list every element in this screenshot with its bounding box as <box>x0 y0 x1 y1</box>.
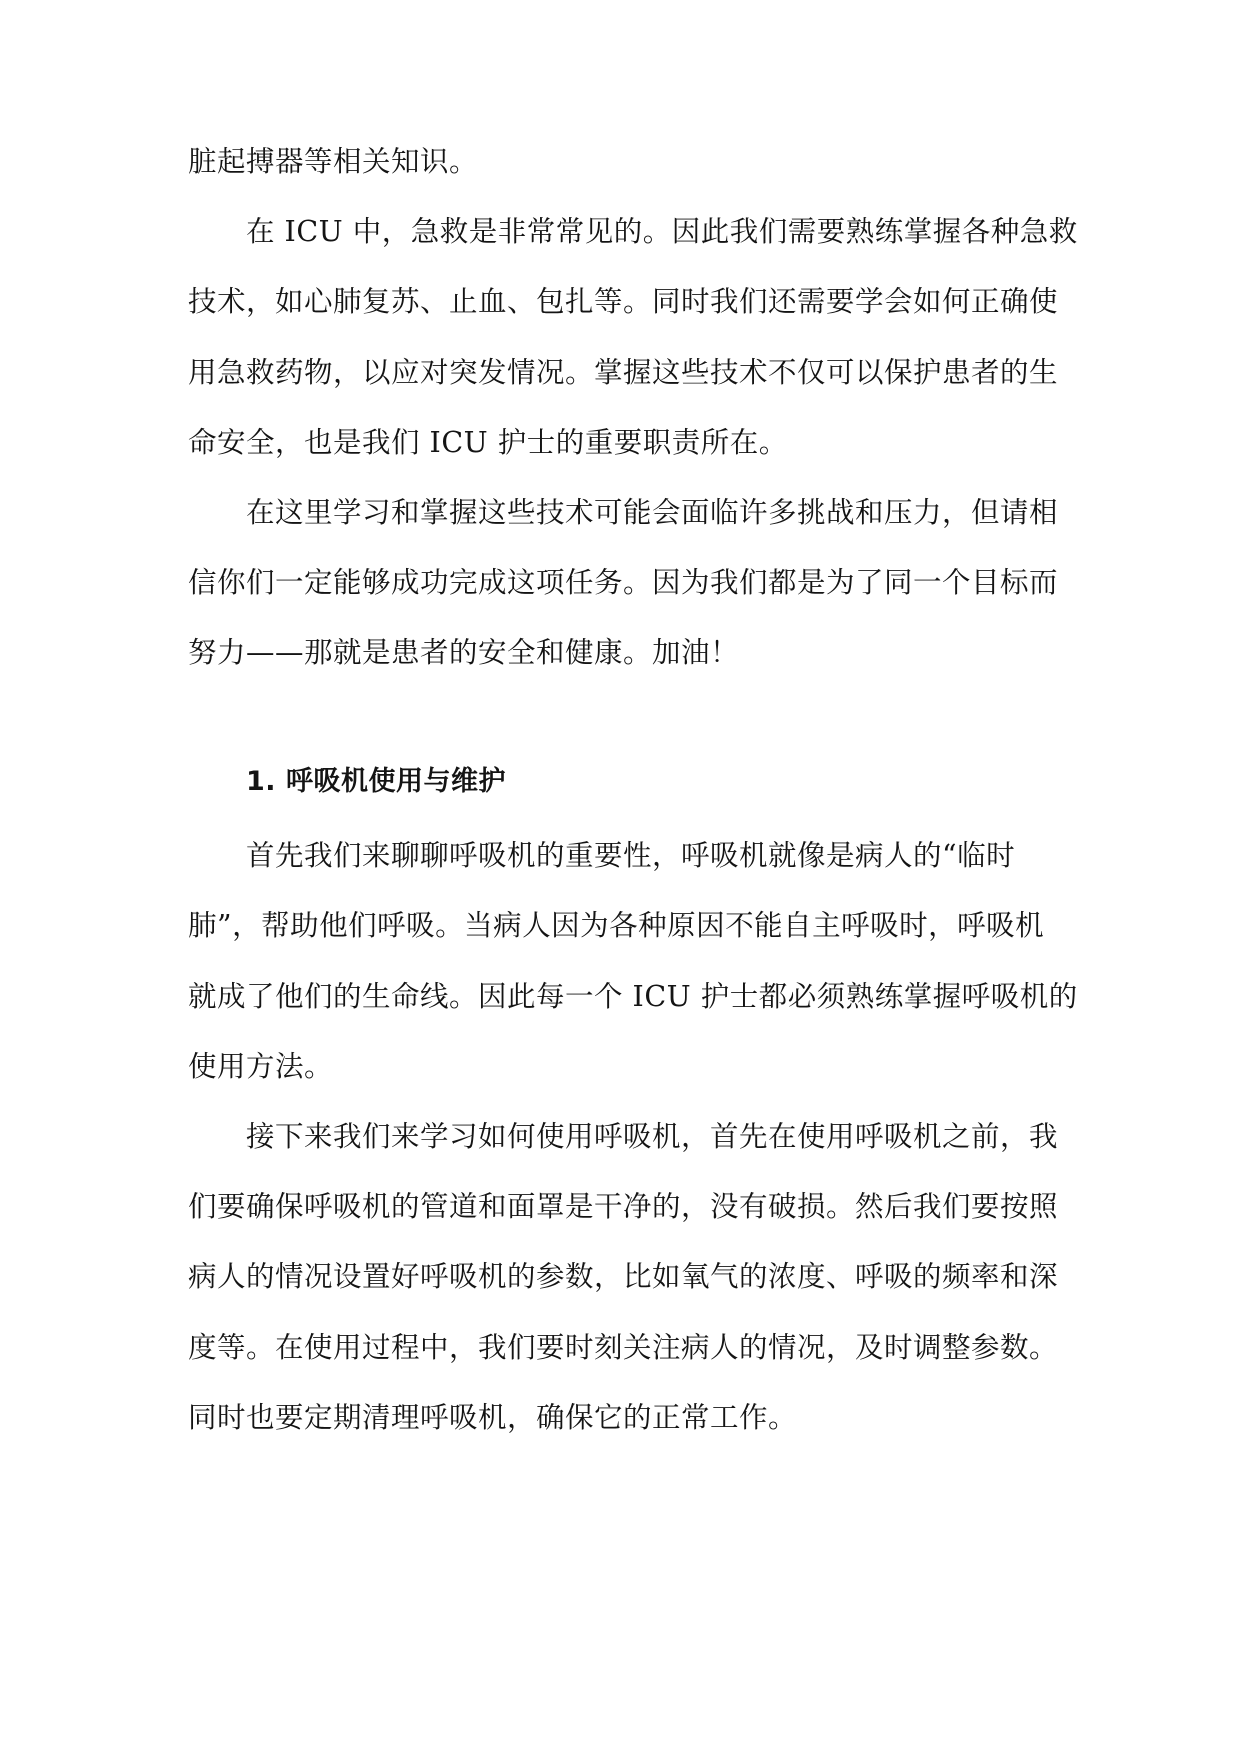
paragraph-line: 在这里学习和掌握这些技术可能会面临许多挑战和压力，但请相 <box>246 496 1059 529</box>
paragraph-line: 脏起搏器等相关知识。 <box>188 145 479 178</box>
paragraph-line: 病人的情况设置好呼吸机的参数，比如氧气的浓度、呼吸的频率和深 <box>188 1260 1059 1294</box>
paragraph-line: 在 ICU 中，急救是非常常见的。因此我们需要熟练掌握各种急救 <box>246 215 1078 249</box>
paragraph-line: 肺”，帮助他们呼吸。当病人因为各种原因不能自主呼吸时，呼吸机 <box>188 909 1045 943</box>
paragraph-line: 就成了他们的生命线。因此每一个 ICU 护士都必须熟练掌握呼吸机的 <box>188 979 1078 1013</box>
paragraph-line: 首先我们来聊聊呼吸机的重要性，呼吸机就像是病人的“临时 <box>246 839 1016 873</box>
paragraph-line: 们要确保呼吸机的管道和面罩是干净的，没有破损。然后我们要按照 <box>188 1190 1059 1224</box>
paragraph-line: 用急救药物，以应对突发情况。掌握这些技术不仅可以保护患者的生 <box>188 355 1059 389</box>
paragraph-line: 使用方法。 <box>188 1049 334 1083</box>
paragraph-line: 信你们一定能够成功完成这项任务。因为我们都是为了同一个目标而 <box>188 566 1059 600</box>
section-heading: 1. 呼吸机使用与维护 <box>246 766 506 798</box>
paragraph-line: 度等。在使用过程中，我们要时刻关注病人的情况，及时调整参数。 <box>188 1330 1059 1364</box>
paragraph-line: 同时也要定期清理呼吸机，确保它的正常工作。 <box>188 1400 798 1434</box>
paragraph-line: 命安全，也是我们 ICU 护士的重要职责所在。 <box>188 425 788 459</box>
paragraph-line: 接下来我们来学习如何使用呼吸机，首先在使用呼吸机之前，我 <box>246 1120 1059 1153</box>
paragraph-line: 技术，如心肺复苏、止血、包扎等。同时我们还需要学会如何正确使 <box>188 285 1059 319</box>
paragraph-line: 努力——那就是患者的安全和健康。加油！ <box>188 636 740 670</box>
